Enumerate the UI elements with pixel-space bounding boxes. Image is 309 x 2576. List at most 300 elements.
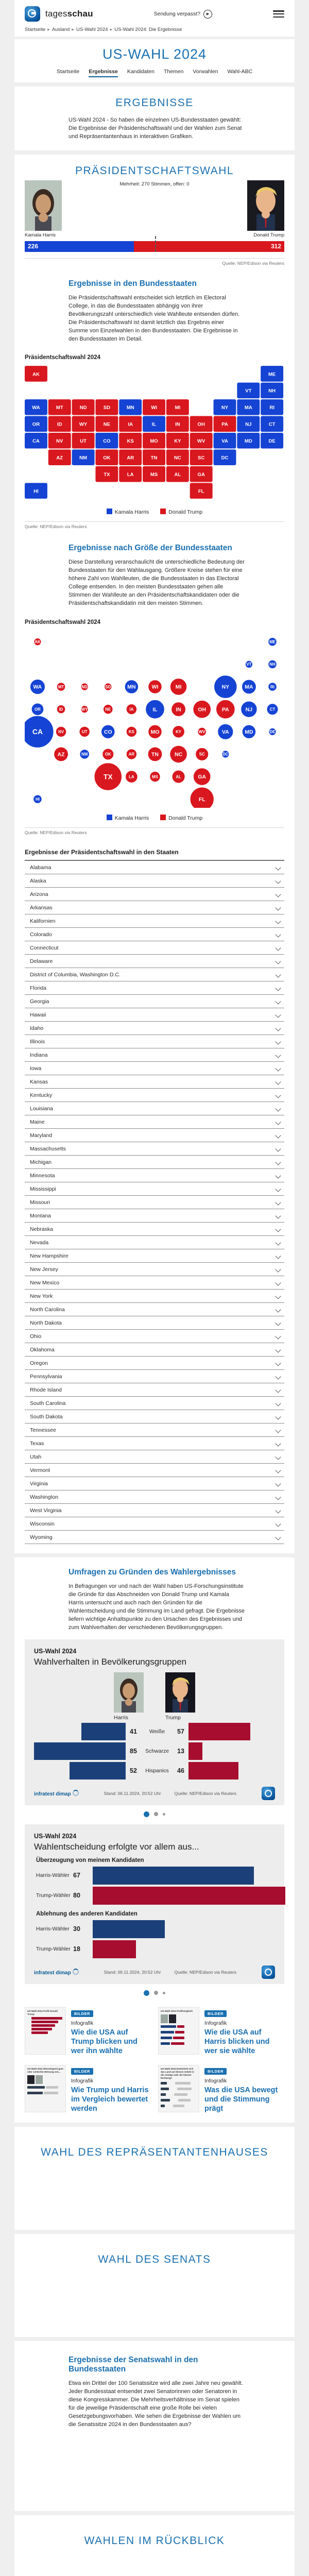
state-accordion-row[interactable] [25,1490,284,1504]
state-KS[interactable] [119,433,142,449]
svg-text:NY: NY [221,684,230,690]
state-bubble-NH[interactable] [268,660,277,669]
state-accordion-row[interactable] [25,888,284,901]
state-bubble-VT[interactable] [245,660,253,668]
section-praesidentschaftswahl [14,155,295,1553]
svg-text:KY: KY [176,730,182,735]
state-bubble-MA[interactable] [242,680,256,694]
teaser-card[interactable] [25,2007,151,2056]
state-AL[interactable] [166,466,189,482]
state-accordion-row[interactable] [25,1531,284,1544]
state-accordion-row[interactable] [25,1209,284,1223]
harris-ev-segment: 226 [25,241,134,252]
state-bubble-WI[interactable] [148,680,162,694]
svg-text:ID: ID [57,422,62,428]
state-DC[interactable] [214,450,236,466]
state-accordion-row[interactable] [25,901,284,914]
state-accordion-row[interactable] [25,928,284,941]
state-CO[interactable] [95,433,118,449]
state-bubble-MN[interactable] [125,680,139,694]
state-bubble-TN[interactable] [148,747,162,761]
us-tile-map[interactable] [25,364,284,502]
site-logo[interactable]: tagesschau [45,9,93,19]
majority-marker [155,236,156,252]
state-bubble-CT[interactable] [267,703,279,715]
harris-bar [70,1762,126,1780]
state-accordion-row[interactable] [25,1035,284,1048]
state-TN[interactable] [143,450,165,466]
state-accordion-row[interactable] [25,1196,284,1209]
state-KY[interactable] [166,433,189,449]
state-bubble-OH[interactable] [193,700,211,718]
state-bubble-CO[interactable] [101,725,115,739]
state-accordion-row[interactable] [25,1290,284,1303]
state-accordion-row[interactable] [25,941,284,955]
umfragen-heading: Umfragen zu Gründen des Wahlergebnisses [68,1568,236,1577]
state-bubble-ME[interactable] [268,637,277,646]
state-accordion-row[interactable] [25,1276,284,1290]
state-ID[interactable] [48,416,71,432]
state-NC[interactable] [166,450,189,466]
harris-value: 41 [130,1727,137,1735]
state-accordion-row[interactable] [25,1115,284,1129]
svg-text:IL: IL [152,707,158,713]
state-accordion-row[interactable] [25,914,284,928]
state-AR[interactable] [119,450,142,466]
state-FL[interactable] [190,483,213,499]
repraesentantenhaus-title: WAHL DES REPRÄSENTANTENHAUSES [41,2146,268,2159]
harris-bar [81,1723,126,1740]
senatswahl-text: Etwa ein Drittel der 100 Senatssitze wird alle zwei Jahre neu gewählt. Jeder Bundesstaat entsendet zwei Senatorinnen oder Senatoren in diese Kongresskammer. Die Mehrheitsverhältnisse im Senat spielen für die jeweilige Präsidentschaft eine große Rolle bei vielen Gesetzgebungsvorhaben. Wie sehen die Ergebnisse der Wahlen um die Senatssitze 2024 in den Bundesstaaten aus? [68,2380,243,2428]
mini-bar-red [173,2037,184,2039]
state-bubble-AR[interactable] [126,749,137,760]
harris-value: 52 [130,1767,137,1774]
state-name: Hawaii [30,1011,46,1018]
chevron-down-icon [275,931,281,937]
source-line: Quelle: NEP/Edison via Reuters [25,827,284,835]
state-DE[interactable] [261,433,283,449]
svg-text:MD: MD [244,438,252,445]
state-accordion-row[interactable] [25,1156,284,1169]
section-repraesentantenhaus [14,2127,295,2230]
electoral-college-widget [14,177,295,238]
state-MS[interactable] [143,466,165,482]
state-bubble-PA[interactable] [216,700,235,719]
svg-text:MT: MT [56,405,63,411]
state-accordion-row[interactable] [25,1249,284,1263]
state-accordion-row[interactable] [25,1450,284,1464]
svg-text:MT: MT [58,684,64,689]
bilder-badge: BILDER [71,2010,93,2017]
chevron-down-icon [275,1494,281,1500]
carousel-dots [14,1811,295,1817]
teaser-thumbnail [158,2007,199,2055]
mini-bar-dark [161,2082,167,2084]
state-bubble-AL[interactable] [172,770,185,784]
state-SC[interactable] [190,450,213,466]
carousel-dot[interactable] [144,1811,149,1817]
chevron-down-icon [275,1052,281,1058]
svg-text:IA: IA [128,422,133,428]
svg-text:WA: WA [32,405,40,411]
chevron-down-icon [275,1079,281,1084]
source-line: Quelle: NEP/Edison via Reuters [25,521,284,529]
svg-text:NE: NE [105,707,111,712]
size-text: Diese Darstellung veranschaulicht die unterschiedliche Bedeutung der Bundesstaaten für den Wahlausgang. Größere Kreise stehen für eine höhere Zahl von Wahlleuten, die die Bundesstaaten in das Electoral College entsenden. In den meisten Bundesstaaten gehen alle Stimmen der Wahlleute an den Präsidentschaftskandidaten oder die Präsidentschaftskandidatin mit den meisten Stimmen. [68,559,245,607]
state-OR[interactable] [25,416,47,432]
breadcrumb-item[interactable]: US-Wahl 2024: Die Ergebnisse [114,27,182,32]
state-accordion-row[interactable] [25,955,284,968]
state-GA[interactable] [190,466,213,482]
state-bubble-CA[interactable] [25,716,54,748]
state-accordion-row[interactable] [25,1142,284,1156]
senatswahl-heading: Ergebnisse der Senatswahl in den Bundesstaaten [68,2355,198,2374]
state-bubble-MD[interactable] [242,725,256,739]
state-name: Arkansas [30,904,53,911]
teaser-kicker: Infografik [71,2020,94,2026]
state-bubble-NM[interactable] [80,749,90,759]
mini-row [161,2041,197,2046]
trump-name: Donald Trump [253,232,284,238]
svg-text:SD: SD [105,684,111,689]
state-name: Colorado [30,931,52,938]
state-accordion-row[interactable] [25,1182,284,1196]
svg-text:TN: TN [151,752,159,758]
state-bubble-KS[interactable] [126,726,137,737]
svg-text:ND: ND [81,684,88,689]
state-bubble-MO[interactable] [148,725,162,739]
state-accordion-row[interactable] [25,1423,284,1437]
svg-text:NJ: NJ [245,707,253,713]
chevron-down-icon [275,1293,281,1299]
state-CT[interactable] [261,416,283,432]
state-CA[interactable] [25,433,47,449]
state-PA[interactable] [214,416,236,432]
mini-bar-red [177,2025,184,2028]
section-umfragen [14,1557,295,2123]
state-bubble-NE[interactable] [103,704,113,714]
state-VT[interactable] [237,383,260,399]
state-accordion-row[interactable] [25,1303,284,1316]
teaser-title[interactable]: Wie Trump und Harris im Vergleich bewertet werden [71,2086,149,2113]
state-NE[interactable] [95,416,118,432]
svg-text:SD: SD [103,405,111,411]
state-UT[interactable] [72,433,95,449]
state-bubble-GA[interactable] [193,768,211,786]
state-name: Kansas [30,1078,48,1085]
state-OK[interactable] [95,450,118,466]
carousel-dot[interactable] [163,1813,165,1816]
svg-text:MA: MA [244,405,252,411]
state-bubble-OK[interactable] [102,749,114,760]
teaser-card[interactable] [25,2065,151,2113]
breadcrumb-item[interactable]: US-Wahl 2024 [76,27,108,32]
state-accordion-row[interactable] [25,1330,284,1343]
state-bubble-FL[interactable] [190,787,214,808]
chevron-down-icon [275,958,281,964]
svg-text:IN: IN [176,707,181,713]
state-bubble-UT[interactable] [79,726,90,737]
trump-value: 46 [177,1767,184,1774]
svg-text:WI: WI [151,405,157,411]
state-bubble-HI[interactable] [33,795,42,804]
state-bubble-MS[interactable] [150,771,161,782]
tagesschau-logo-icon[interactable] [25,6,40,22]
state-accordion-row[interactable] [25,1437,284,1450]
breadcrumb-separator: ▸ [110,27,113,32]
teaser-title[interactable]: Wie die USA auf Harris blicken und wer sie wählte [204,2028,270,2055]
state-HI[interactable] [25,483,47,499]
state-WI[interactable] [143,400,165,416]
state-name: Massachusetts [30,1145,66,1152]
svg-text:VA: VA [221,438,228,445]
breadcrumb-item[interactable]: Ausland [52,27,70,32]
teaser-thumbnail [25,2065,66,2112]
mini-bar-blue [161,2042,170,2045]
chevron-down-icon [275,1280,281,1285]
state-bubble-SD[interactable] [104,683,112,691]
chevron-down-icon [275,1427,281,1433]
state-accordion-row[interactable] [25,1048,284,1062]
thumb-title: US-Wahl 2024 Entwickelt sich das Land auf diesem Gebiet in die richtige oder die falsche Richtung? [161,2067,195,2079]
tab-themen[interactable]: Themen [163,69,184,75]
tab-startseite[interactable]: Startseite [56,69,80,75]
state-MD[interactable] [237,433,260,449]
carousel-dot[interactable] [163,1992,165,1994]
state-accordion-row[interactable] [25,1102,284,1115]
svg-text:NC: NC [175,752,183,758]
mini-bar [31,2021,58,2023]
embed-placeholder [14,2547,295,2576]
value-label: 18 [73,1945,80,1953]
state-bubble-SC[interactable] [195,748,209,761]
embed-placeholder [14,2435,295,2502]
chevron-down-icon [275,1106,281,1111]
state-accordion-row[interactable] [25,1089,284,1102]
state-OH[interactable] [190,416,213,432]
state-name: Louisiana [30,1105,53,1112]
state-bubble-ID[interactable] [57,705,65,714]
state-bubble-DE[interactable] [269,728,277,736]
missed-show-label: Sendung verpasst? [153,11,201,17]
mini-bar-gray [46,2086,58,2089]
state-map[interactable] [14,364,295,504]
svg-text:MO: MO [150,438,158,445]
svg-text:NE: NE [103,422,111,428]
state-MA[interactable] [237,400,260,416]
state-accordion-row[interactable] [25,981,284,995]
state-WA[interactable] [25,400,47,416]
tab-vorwahlen[interactable]: Vorwahlen [193,69,218,75]
state-bubble-MI[interactable] [170,679,187,696]
svg-text:NH: NH [269,662,276,667]
state-bubble-KY[interactable] [173,725,185,738]
state-bubble-NY[interactable] [214,675,237,699]
state-WV[interactable] [190,433,213,449]
embed-placeholder [14,2159,295,2221]
missed-show-link[interactable] [154,10,212,19]
voter-group-label: Harris-Wähler [36,1926,70,1933]
state-bubble-OR[interactable] [31,703,44,716]
mini-bar-gray [178,2099,191,2102]
state-ME[interactable] [261,366,283,382]
state-accordion-row[interactable] [25,861,284,874]
svg-text:WV: WV [198,730,205,735]
state-bubble-IN[interactable] [171,702,185,717]
state-accordion-row[interactable] [25,1343,284,1357]
state-AK[interactable] [25,366,47,382]
state-IA[interactable] [119,416,142,432]
state-bubble-WV[interactable] [198,727,207,736]
carousel-dot[interactable] [154,1991,158,1995]
state-MI[interactable] [166,400,189,416]
state-accordion-row[interactable] [25,1477,284,1490]
state-name: Arizona [30,891,48,897]
trump-bar [188,1742,202,1760]
state-bubble-VA[interactable] [217,724,233,740]
state-name: New Mexico [30,1279,60,1286]
state-bubble-WY[interactable] [81,705,89,713]
state-accordion-row[interactable] [25,1370,284,1383]
senat-title: WAHL DES SENATS [98,2253,211,2266]
thumb-title: US-Wahl 2024 Überwiegend gute oder schlechte Meinung von... [27,2067,63,2073]
source-label: Quelle: NEP/Edison via Reuters [174,1969,237,1975]
state-accordion-row[interactable] [25,968,284,981]
decision-row [34,1866,275,1886]
carousel-dot[interactable] [144,1990,149,1996]
bubble-map-title: Präsidentschaftswahl 2024 [25,619,101,626]
state-accordion-row[interactable] [25,1464,284,1477]
state-accordion-row[interactable] [25,1129,284,1142]
state-AZ[interactable] [48,450,71,466]
state-bubble-LA[interactable] [125,771,138,783]
svg-text:CO: CO [103,438,111,445]
state-bubble-AZ[interactable] [54,747,68,761]
state-name: Indiana [30,1052,48,1058]
state-accordion-row[interactable] [25,1263,284,1276]
breadcrumb-item[interactable]: Startseite [25,27,46,32]
chevron-down-icon [275,1307,281,1312]
state-bubble-IL[interactable] [145,700,164,719]
state-WY[interactable] [72,416,95,432]
teaser-title[interactable]: Was die USA bewegt und die Stimmung prägt [204,2086,278,2113]
state-bubble-NV[interactable] [56,726,66,737]
chevron-down-icon [275,1374,281,1379]
state-NH[interactable] [261,383,283,399]
svg-text:WY: WY [79,422,88,428]
chevron-down-icon [275,1012,281,1018]
bubble-map[interactable] [14,629,295,810]
svg-text:IN: IN [175,422,180,428]
state-accordion-row[interactable] [25,1504,284,1517]
teaser-card[interactable] [158,2007,284,2056]
state-bubble-NC[interactable] [170,745,187,763]
state-accordion-row[interactable] [25,1169,284,1182]
state-VA[interactable] [214,433,236,449]
svg-text:ME: ME [268,371,276,378]
state-accordion-row[interactable] [25,1383,284,1397]
rueckblick-title: WAHLEN IM RÜCKBLICK [84,2535,225,2547]
tab-wahl-abc[interactable]: Wahl-ABC [227,69,253,75]
state-accordion-row[interactable] [25,1517,284,1531]
state-MT[interactable] [48,400,71,416]
state-accordion-row[interactable] [25,1397,284,1410]
state-accordion-row[interactable] [25,1236,284,1249]
state-accordion-row[interactable] [25,995,284,1008]
state-name: Iowa [30,1065,42,1072]
state-NY[interactable] [214,400,236,416]
state-TX[interactable] [95,466,118,482]
tab-kandidaten[interactable]: Kandidaten [127,69,154,75]
svg-text:DC: DC [222,752,229,757]
state-RI[interactable] [261,400,283,416]
svg-text:MS: MS [150,472,158,478]
tab-ergebnisse[interactable]: Ergebnisse [89,69,118,77]
state-bubble-NJ[interactable] [241,701,257,718]
state-SD[interactable] [95,400,118,416]
state-NM[interactable] [72,450,95,466]
section-ergebnisse [14,87,295,150]
harris-value: 85 [130,1747,137,1755]
play-icon[interactable]: ▶ [203,10,212,19]
state-accordion-row[interactable] [25,1316,284,1330]
state-bubble-RI[interactable] [268,683,277,691]
state-IN[interactable] [166,416,189,432]
state-NV[interactable] [48,433,71,449]
teaser-card[interactable] [158,2065,284,2113]
carousel-dot[interactable] [154,1812,158,1816]
state-IL[interactable] [143,416,165,432]
teaser-grid [25,2007,284,2114]
state-LA[interactable] [119,466,142,482]
chevron-down-icon [275,1039,281,1044]
state-ND[interactable] [72,400,95,416]
state-NJ[interactable] [237,416,260,432]
value-bar [93,1940,136,1958]
state-name: Florida [30,985,47,991]
teaser-thumbnail [25,2007,66,2055]
state-name: South Carolina [30,1400,66,1406]
state-accordion-row[interactable] [25,1062,284,1075]
svg-text:SC: SC [199,752,205,757]
state-accordion-row[interactable] [25,1223,284,1236]
teaser-title[interactable]: Wie die USA auf Trump blicken und wer ihn wählte [71,2028,138,2055]
state-bubble-AK[interactable] [34,638,42,646]
mini-bar-gray [175,2082,191,2084]
state-accordion-row[interactable] [25,874,284,888]
state-MN[interactable] [119,400,142,416]
state-bubble-IA[interactable] [126,704,137,715]
state-MO[interactable] [143,433,165,449]
state-name: Ohio [30,1333,42,1340]
state-accordion-row[interactable] [25,1410,284,1423]
ard-logo-icon [262,1965,275,1979]
chevron-down-icon [275,1467,281,1473]
demographic-row [34,1722,275,1741]
state-bubble-DC[interactable] [221,751,229,758]
state-accordion-row[interactable] [25,1022,284,1035]
state-accordion-row[interactable] [25,1008,284,1022]
state-accordion-row[interactable] [25,1075,284,1089]
state-bubble-TX[interactable] [94,763,122,791]
state-bubble-ND[interactable] [81,683,89,691]
state-bubble-WA[interactable] [30,679,45,694]
us-bubble-map[interactable] [25,629,284,808]
state-bubble-MT[interactable] [57,683,65,691]
state-accordion-row[interactable] [25,1357,284,1370]
hamburger-menu-icon[interactable] [273,10,284,18]
chevron-down-icon [275,1025,281,1031]
